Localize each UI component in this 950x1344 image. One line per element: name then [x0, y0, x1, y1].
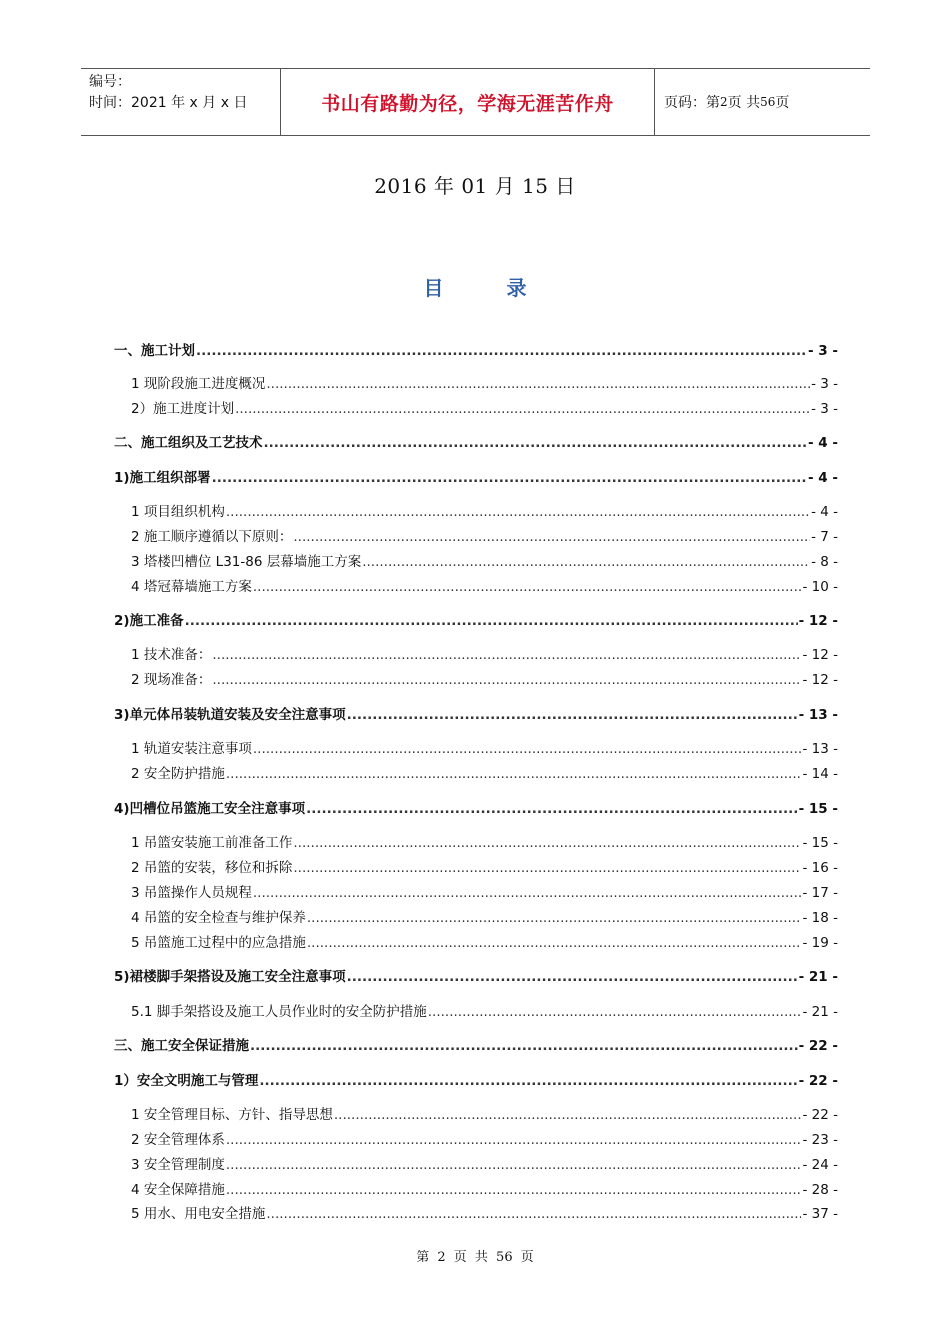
- toc-entry[interactable]: [114, 1069, 838, 1089]
- toc-entry-page: - 22 -: [798, 1073, 838, 1089]
- toc-entry[interactable]: [131, 575, 838, 595]
- toc-entry-title: 1 安全管理目标、方针、指导思想: [131, 1107, 333, 1123]
- toc-entry[interactable]: [131, 762, 838, 782]
- toc-entry-page: - 22 -: [802, 1107, 838, 1123]
- header-page-prefix: 页码：第: [664, 95, 720, 111]
- toc-entry-title: 4 吊篮的安全检查与维护保养: [131, 910, 306, 926]
- toc-entry-title: 1 现阶段施工进度概况: [131, 376, 266, 392]
- toc-entry[interactable]: [114, 797, 838, 817]
- toc-entry[interactable]: [131, 643, 838, 663]
- toc-entry[interactable]: [131, 737, 838, 757]
- toc-leader-dots: [307, 935, 802, 951]
- toc-entry[interactable]: [114, 431, 838, 451]
- toc-entry-title: 2 施工顺序遵循以下原则：: [131, 529, 293, 545]
- header-number-label: 编号：: [89, 74, 131, 90]
- header-page-suffix: 页: [775, 95, 790, 111]
- toc-leader-dots: [212, 647, 801, 663]
- toc-entry[interactable]: [131, 500, 838, 520]
- toc-entry[interactable]: [114, 703, 838, 723]
- toc-entry[interactable]: [131, 881, 838, 901]
- toc-entry-title: 5.1 脚手架搭设及施工人员作业时的安全防护措施: [131, 1004, 427, 1020]
- toc-entry[interactable]: [131, 1103, 838, 1123]
- toc-entry[interactable]: [131, 1202, 838, 1222]
- toc-entry-title: 5 吊篮施工过程中的应急措施: [131, 935, 306, 951]
- document-date: 2016 年 01 月 15 日: [374, 174, 576, 198]
- toc-leader-dots: [226, 1157, 802, 1173]
- toc-entry-page: - 19 -: [802, 935, 838, 951]
- header-left-cell: [81, 69, 281, 135]
- toc-leader-dots: [428, 1004, 802, 1020]
- header-page-current: 2: [720, 95, 728, 109]
- toc-entry-page: - 3 -: [811, 401, 838, 417]
- toc-leader-dots: [253, 741, 802, 757]
- toc-entry-page: - 3 -: [808, 343, 838, 359]
- toc-leader-dots: [264, 435, 808, 451]
- toc-entry-page: - 18 -: [802, 910, 838, 926]
- toc-entry[interactable]: [114, 965, 838, 985]
- toc-entry-page: - 4 -: [808, 470, 838, 486]
- header-time-label: 时间：2021 年 x 月 x 日: [89, 95, 248, 111]
- toc-leader-dots: [185, 613, 798, 629]
- toc-leader-dots: [212, 672, 801, 688]
- toc-entry-title: 5)裙楼脚手架搭设及施工安全注意事项: [114, 969, 346, 985]
- toc-entry[interactable]: [131, 525, 838, 545]
- toc-entry-title: 2)施工准备: [114, 613, 184, 629]
- toc-entry[interactable]: [131, 1153, 838, 1173]
- toc-leader-dots: [293, 835, 801, 851]
- toc-leader-dots: [362, 554, 810, 570]
- toc-entry-page: - 13 -: [798, 707, 838, 723]
- toc-leader-dots: [293, 860, 801, 876]
- toc-entry-page: - 28 -: [802, 1182, 838, 1198]
- toc-entry[interactable]: [114, 1034, 838, 1054]
- toc-entry-page: - 12 -: [798, 613, 838, 629]
- toc-entry-title: 1 轨道安装注意事项: [131, 741, 252, 757]
- toc-entry[interactable]: [131, 1178, 838, 1198]
- header-page-info: [655, 69, 870, 135]
- toc-entry-title: 4 塔冠幕墙施工方案: [131, 579, 252, 595]
- header-page-total: 56: [760, 95, 776, 109]
- toc-entry[interactable]: [114, 466, 838, 486]
- header-page-mid: 页 共: [727, 95, 761, 111]
- toc-entry-page: - 16 -: [802, 860, 838, 876]
- toc-leader-dots: [226, 1132, 802, 1148]
- toc-entry-title: 1 技术准备：: [131, 647, 212, 663]
- toc-entry-title: 三、施工安全保证措施: [114, 1038, 249, 1054]
- toc-entry-page: - 8 -: [811, 554, 838, 570]
- toc-entry-page: - 13 -: [802, 741, 838, 757]
- toc-leader-dots: [293, 529, 810, 545]
- toc-entry[interactable]: [131, 668, 838, 688]
- toc-entry-page: - 12 -: [802, 647, 838, 663]
- toc-entry-page: - 4 -: [811, 504, 838, 520]
- toc-entry[interactable]: [131, 550, 838, 570]
- toc-entry[interactable]: [114, 609, 838, 629]
- toc-entry-title: 2 现场准备：: [131, 672, 212, 688]
- header-motto: 书山有路勤为径，学海无涯苦作舟: [281, 69, 655, 135]
- toc-entry-page: - 21 -: [802, 1004, 838, 1020]
- toc-entry-title: 3 吊篮操作人员规程: [131, 885, 252, 901]
- toc-leader-dots: [334, 1107, 802, 1123]
- toc-entry[interactable]: [131, 397, 838, 417]
- toc-entry-page: - 14 -: [802, 766, 838, 782]
- toc-leader-dots: [266, 1206, 801, 1222]
- toc-entry[interactable]: [131, 1000, 838, 1020]
- toc-entry-page: - 15 -: [798, 801, 838, 817]
- toc-entry-page: - 17 -: [802, 885, 838, 901]
- toc-leader-dots: [196, 343, 807, 359]
- toc-entry-title: 5 用水、用电安全措施: [131, 1206, 266, 1222]
- toc-leader-dots: [226, 1182, 802, 1198]
- toc-entry-title: 一、施工计划: [114, 343, 195, 359]
- toc-leader-dots: [212, 470, 807, 486]
- toc-entry[interactable]: [131, 831, 838, 851]
- toc-entry[interactable]: [131, 931, 838, 951]
- toc-entry-page: - 24 -: [802, 1157, 838, 1173]
- toc-title: 目 录: [423, 276, 555, 300]
- toc-leader-dots: [226, 766, 802, 782]
- toc-leader-dots: [226, 504, 810, 520]
- toc-leader-dots: [347, 969, 798, 985]
- toc-entry-title: 4 安全保障措施: [131, 1182, 225, 1198]
- toc-entry-title: 1 吊篮安装施工前准备工作: [131, 835, 293, 851]
- toc-leader-dots: [347, 707, 798, 723]
- toc-entry-page: - 12 -: [802, 672, 838, 688]
- toc-entry-title: 1）安全文明施工与管理: [114, 1073, 259, 1089]
- toc-entry-page: - 22 -: [798, 1038, 838, 1054]
- toc-entry-title: 2 安全防护措施: [131, 766, 225, 782]
- toc-entry[interactable]: [131, 856, 838, 876]
- toc-leader-dots: [253, 579, 802, 595]
- toc-entry-title: 2 吊篮的安装，移位和拆除: [131, 860, 293, 876]
- toc-entry[interactable]: [131, 906, 838, 926]
- toc-entry-page: - 7 -: [811, 529, 838, 545]
- toc-entry[interactable]: [131, 372, 838, 392]
- toc-leader-dots: [306, 801, 798, 817]
- toc-leader-dots: [266, 376, 810, 392]
- toc-entry-page: - 15 -: [802, 835, 838, 851]
- toc-entry[interactable]: [114, 339, 838, 359]
- toc-entry-title: 3)单元体吊装轨道安装及安全注意事项: [114, 707, 346, 723]
- toc-leader-dots: [235, 401, 810, 417]
- toc-entry-page: - 23 -: [802, 1132, 838, 1148]
- toc-leader-dots: [253, 885, 802, 901]
- toc-entry-page: - 10 -: [802, 579, 838, 595]
- toc-entry-title: 2 安全管理体系: [131, 1132, 225, 1148]
- toc-entry-title: 1)施工组织部署: [114, 470, 211, 486]
- toc-entry-title: 2）施工进度计划: [131, 401, 235, 417]
- toc-leader-dots: [307, 910, 802, 926]
- toc-entry-title: 3 安全管理制度: [131, 1157, 225, 1173]
- toc-leader-dots: [259, 1073, 797, 1089]
- toc-entry-page: - 3 -: [811, 376, 838, 392]
- page-footer: 第 2 页 共 56 页: [416, 1250, 534, 1265]
- toc-leader-dots: [250, 1038, 798, 1054]
- toc-entry-title: 1 项目组织机构: [131, 504, 225, 520]
- toc-entry-title: 4)凹槽位吊篮施工安全注意事项: [114, 801, 306, 817]
- toc-entry-page: - 21 -: [798, 969, 838, 985]
- toc-entry-title: 3 塔楼凹槽位 L31-86 层幕墙施工方案: [131, 554, 362, 570]
- toc-entry-title: 二、施工组织及工艺技术: [114, 435, 263, 451]
- toc-entry-page: - 37 -: [802, 1206, 838, 1222]
- page-header: [81, 68, 870, 136]
- toc-entry[interactable]: [131, 1128, 838, 1148]
- toc-entry-page: - 4 -: [808, 435, 838, 451]
